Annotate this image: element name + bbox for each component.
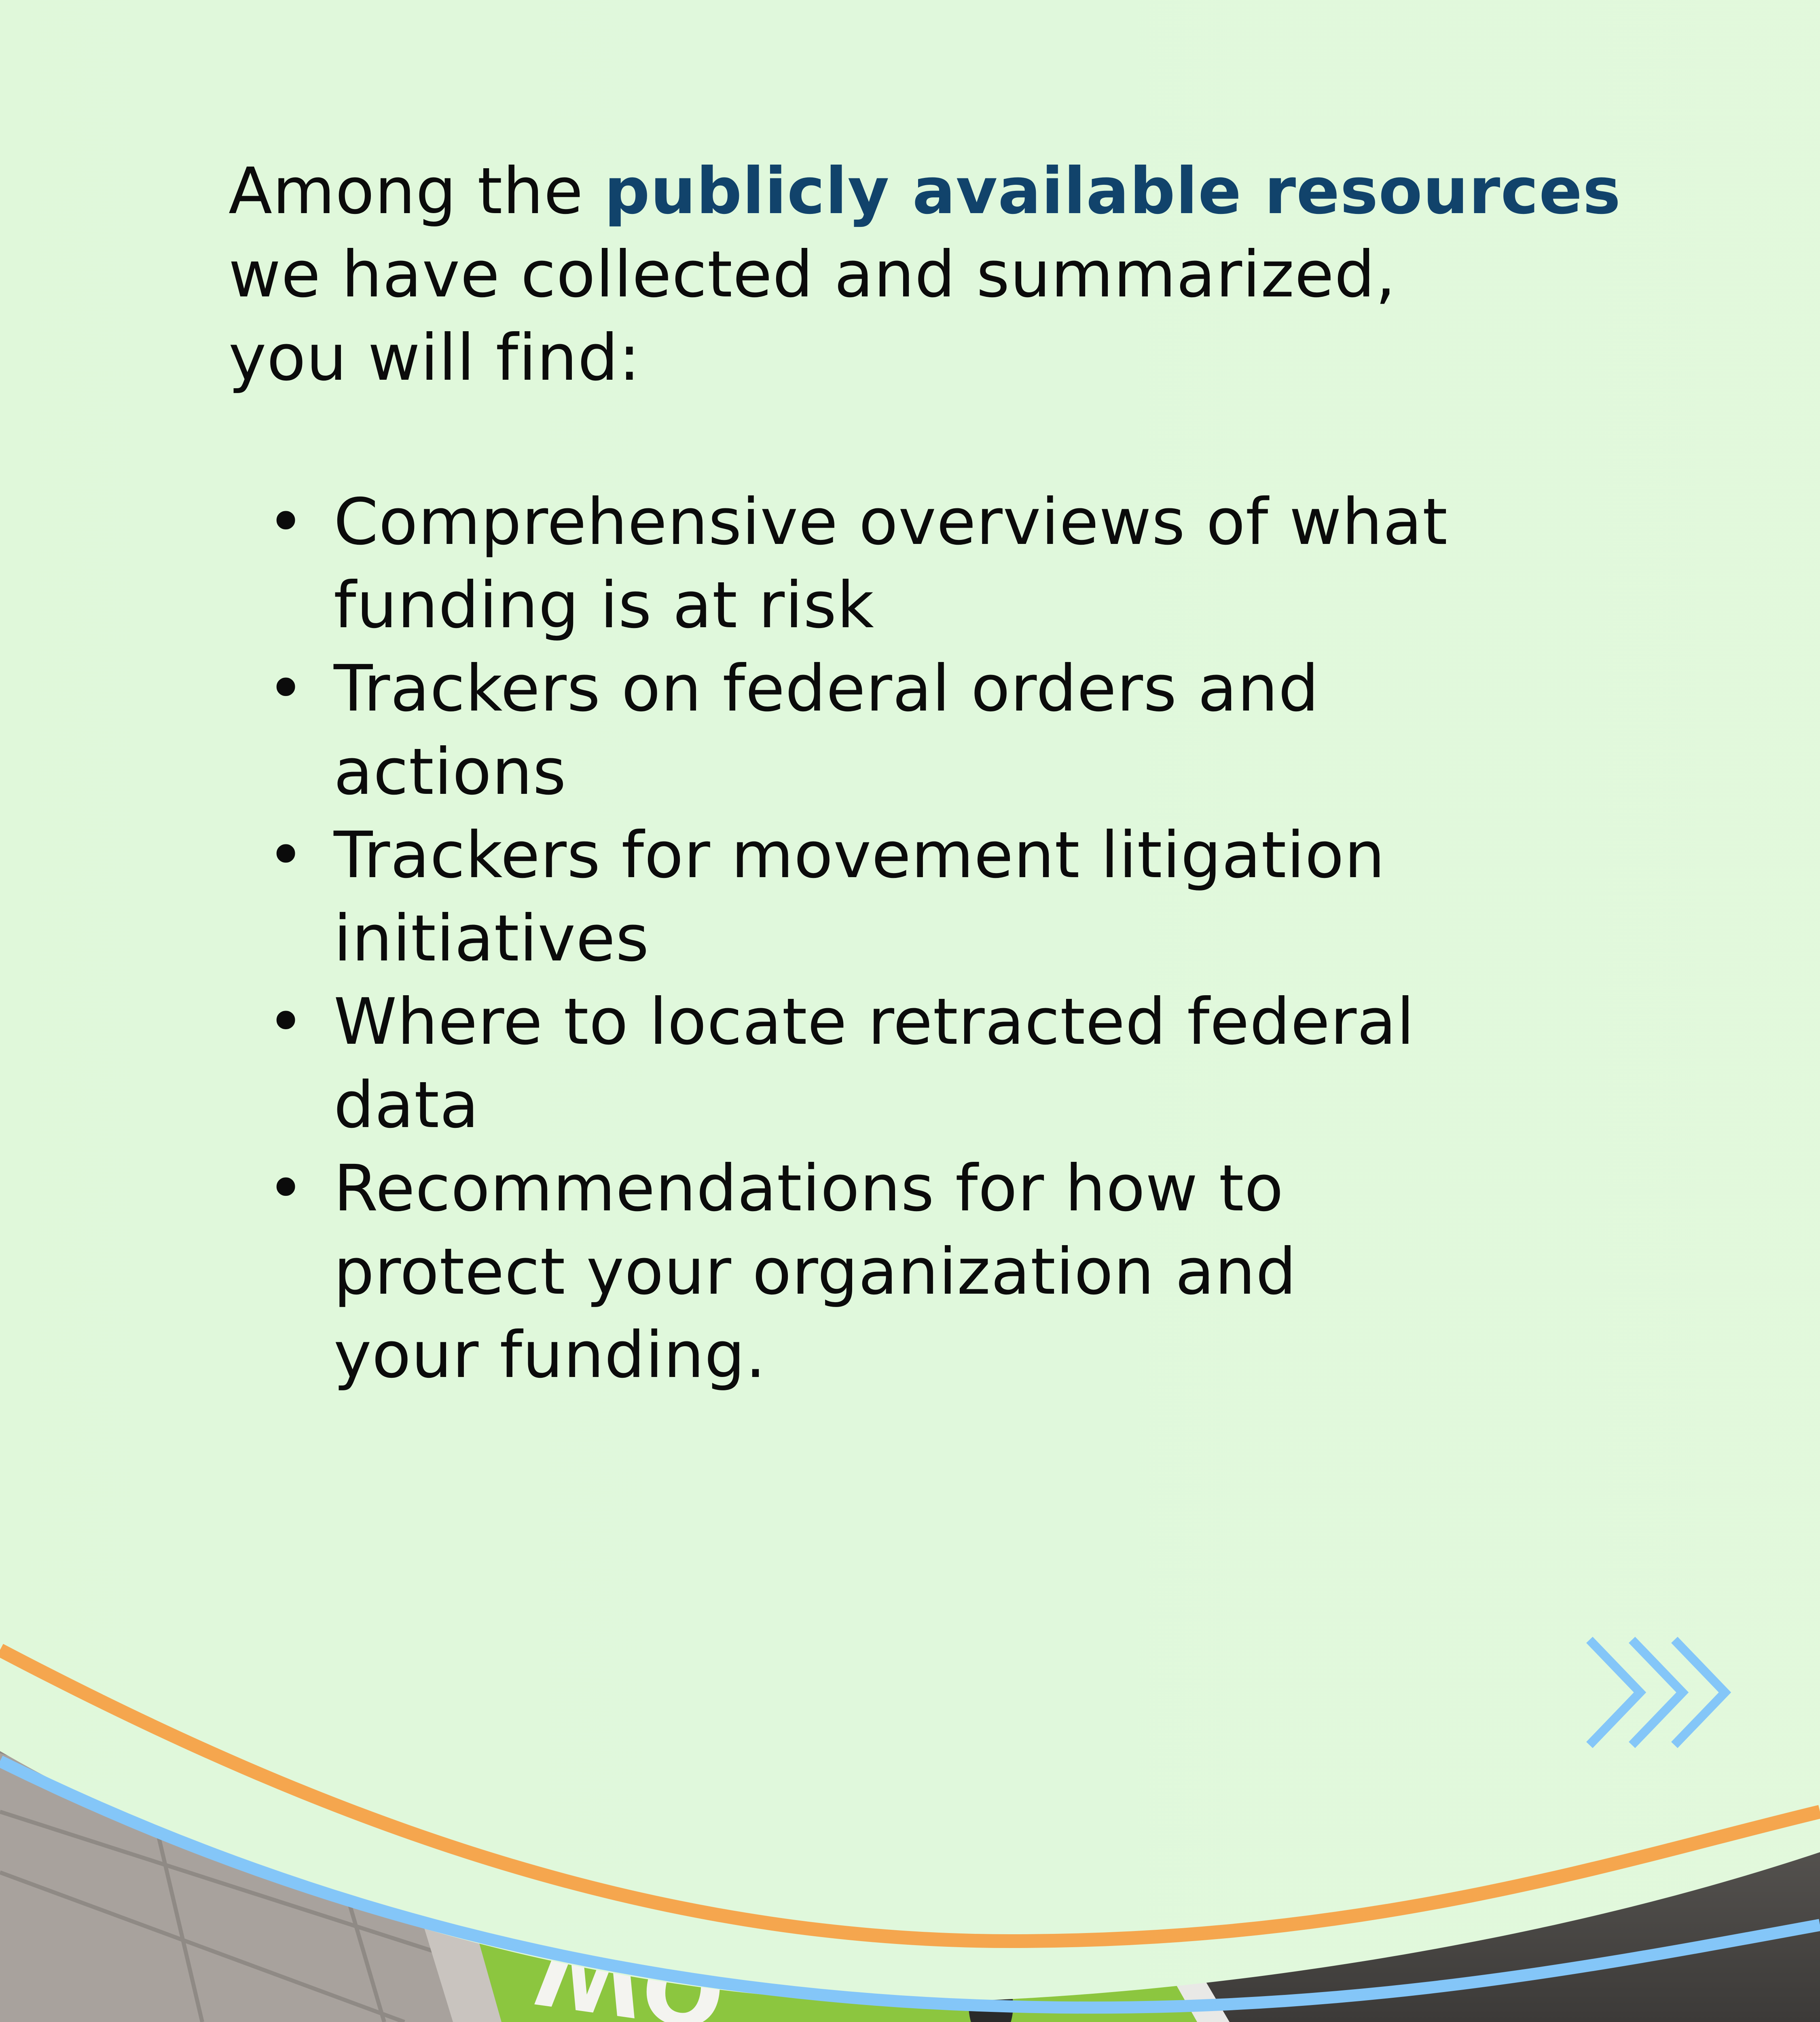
intro-paragraph — [229, 150, 1644, 400]
intro-line-2: we have collected and summarized, — [229, 237, 1396, 312]
intro-line-1 — [229, 150, 1644, 233]
intro-line-3: you will find: — [229, 321, 641, 395]
list-item — [229, 647, 1644, 814]
list-item-line: Recommendations for how to — [334, 1151, 1284, 1226]
list-item — [229, 980, 1644, 1147]
list-item-line: funding is at risk — [334, 568, 874, 643]
bullet-icon: • — [267, 651, 305, 726]
list-item — [229, 1147, 1644, 1397]
list-item-line: protect your organization and — [334, 1235, 1297, 1309]
bullet-icon: • — [267, 1151, 305, 1226]
list-item — [229, 814, 1644, 980]
list-item-line: your funding. — [334, 1318, 766, 1392]
list-item-line: initiatives — [334, 901, 650, 976]
list-item-line: Comprehensive overviews of what — [334, 485, 1448, 559]
intro-highlight-link: publicly available resources — [604, 154, 1621, 228]
list-item — [229, 480, 1644, 647]
resource-list — [229, 480, 1644, 1397]
list-item-line: Where to locate retracted federal — [334, 985, 1415, 1059]
bullet-icon: • — [267, 485, 305, 559]
intro-prefix: Among the — [229, 154, 604, 228]
bullet-icon: • — [267, 985, 305, 1059]
list-item-line: actions — [334, 735, 567, 809]
list-item-line: data — [334, 1068, 479, 1142]
list-item-line: Trackers on federal orders and — [334, 651, 1319, 726]
content-block — [229, 150, 1644, 1397]
list-item-line: Trackers for movement litigation — [334, 818, 1386, 893]
bullet-icon: • — [267, 818, 305, 893]
